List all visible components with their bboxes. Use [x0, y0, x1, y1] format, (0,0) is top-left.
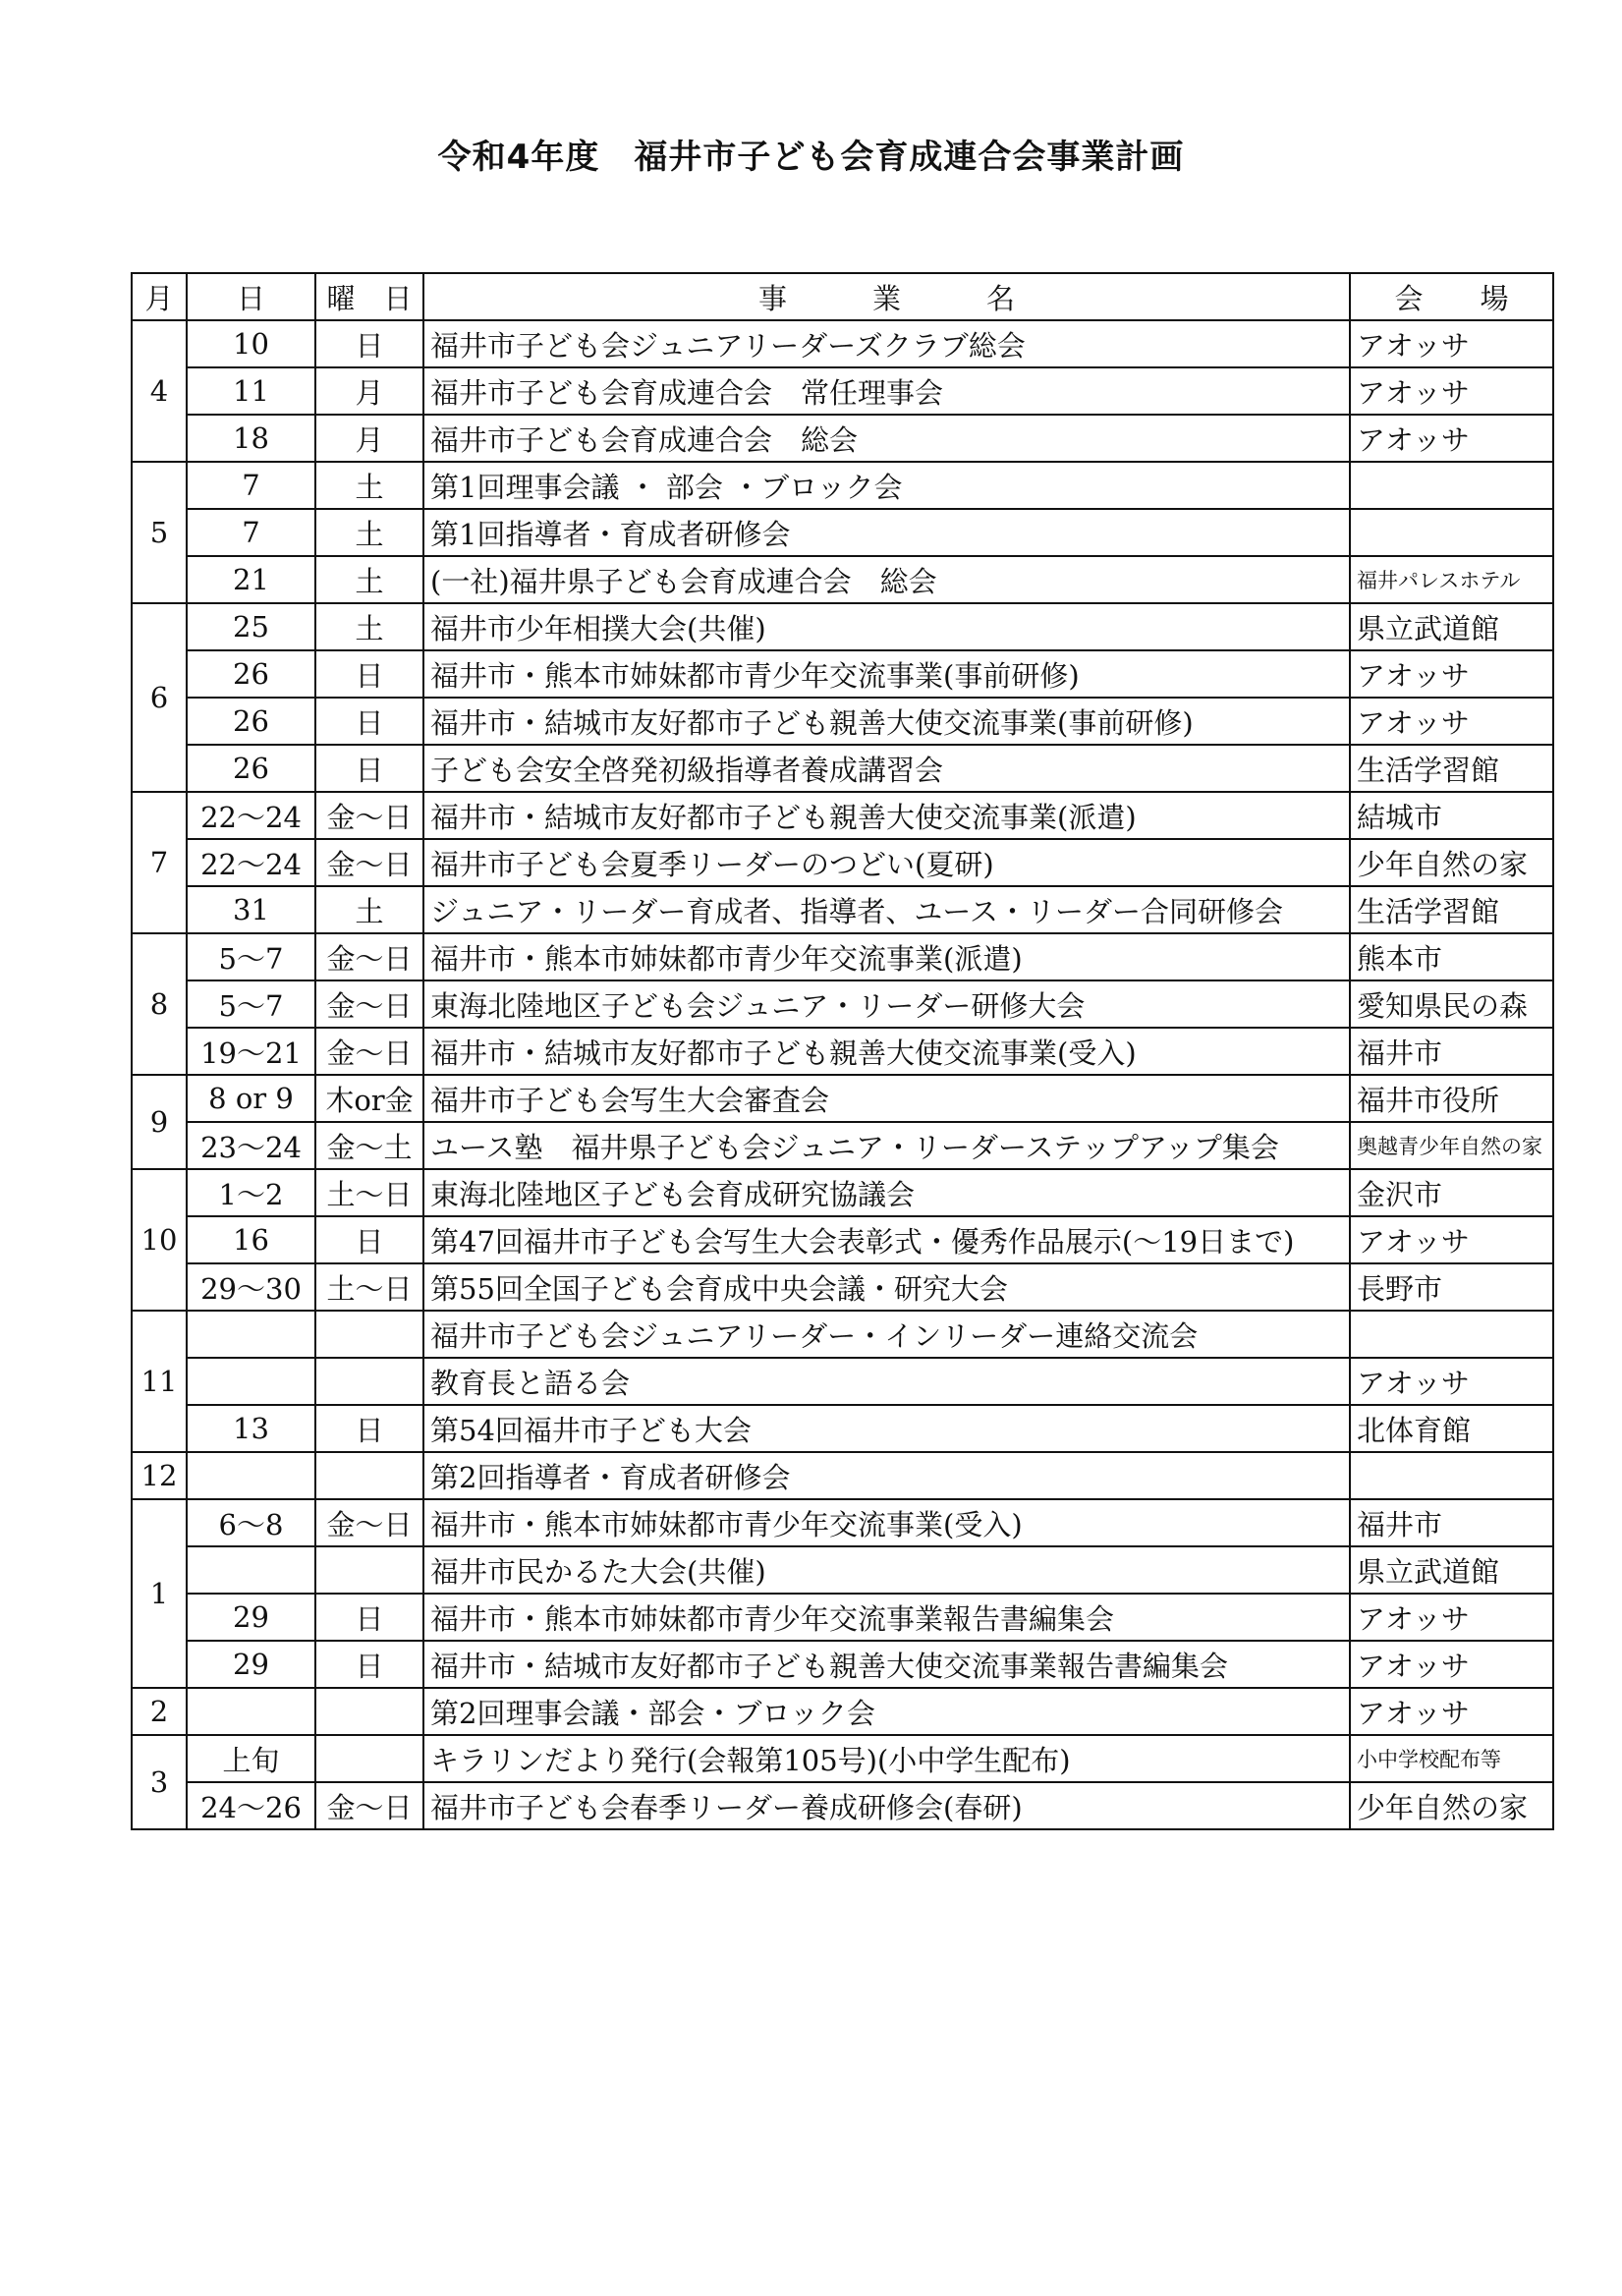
day-cell: 25: [187, 603, 315, 650]
day-cell: [187, 1546, 315, 1594]
month-cell: 1: [132, 1499, 187, 1688]
table-row: [132, 1499, 1553, 1546]
event-name-cell: 第54回福井市子ども大会: [423, 1405, 1350, 1452]
day-cell: 5～7: [187, 980, 315, 1028]
weekday-cell: 月: [315, 367, 423, 415]
table-body: [132, 320, 1553, 1829]
weekday-cell: 土～日: [315, 1263, 423, 1311]
weekday-cell: 土: [315, 509, 423, 556]
venue-cell: アオッサ: [1350, 698, 1553, 745]
venue-cell: 小中学校配布等: [1350, 1735, 1553, 1782]
month-cell: 6: [132, 603, 187, 792]
table-row: [132, 320, 1553, 367]
weekday-cell: 土～日: [315, 1169, 423, 1216]
weekday-cell: [315, 1311, 423, 1358]
table-row: [132, 1641, 1553, 1688]
header-event: 事 業 名: [423, 273, 1350, 320]
weekday-cell: 日: [315, 1405, 423, 1452]
table-row: [132, 462, 1553, 509]
weekday-cell: 日: [315, 1641, 423, 1688]
month-cell: 7: [132, 792, 187, 933]
table-row: [132, 1405, 1553, 1452]
weekday-cell: [315, 1452, 423, 1499]
weekday-cell: [315, 1688, 423, 1735]
day-cell: 18: [187, 415, 315, 462]
event-name-cell: 第1回指導者・育成者研修会: [423, 509, 1350, 556]
event-name-cell: 福井市・結城市友好都市子ども親善大使交流事業(派遣): [423, 792, 1350, 839]
weekday-cell: 金～日: [315, 839, 423, 886]
table-row: [132, 1169, 1553, 1216]
weekday-cell: [315, 1735, 423, 1782]
day-cell: 31: [187, 886, 315, 933]
weekday-cell: 金～日: [315, 1782, 423, 1829]
table-row: [132, 603, 1553, 650]
table-row: [132, 556, 1553, 603]
header-day: 日: [187, 273, 315, 320]
table-row: [132, 745, 1553, 792]
venue-cell: アオッサ: [1350, 1641, 1553, 1688]
venue-cell: 金沢市: [1350, 1169, 1553, 1216]
table-row: [132, 1075, 1553, 1122]
table-row: [132, 509, 1553, 556]
venue-cell: アオッサ: [1350, 1216, 1553, 1263]
table-row: [132, 1782, 1553, 1829]
table-row: [132, 1452, 1553, 1499]
day-cell: 22～24: [187, 839, 315, 886]
day-cell: 23～24: [187, 1122, 315, 1169]
event-name-cell: 福井市・結城市友好都市子ども親善大使交流事業(受入): [423, 1028, 1350, 1075]
event-name-cell: 福井市子ども会春季リーダー養成研修会(春研): [423, 1782, 1350, 1829]
day-cell: [187, 1688, 315, 1735]
day-cell: 7: [187, 462, 315, 509]
table-row: [132, 1735, 1553, 1782]
weekday-cell: 日: [315, 1594, 423, 1641]
day-cell: [187, 1452, 315, 1499]
day-cell: 16: [187, 1216, 315, 1263]
month-cell: 9: [132, 1075, 187, 1169]
event-name-cell: 福井市子ども会育成連合会 常任理事会: [423, 367, 1350, 415]
venue-cell: 熊本市: [1350, 933, 1553, 980]
event-name-cell: 第55回全国子ども会育成中央会議・研究大会: [423, 1263, 1350, 1311]
event-name-cell: 福井市子ども会ジュニアリーダー・インリーダー連絡交流会: [423, 1311, 1350, 1358]
weekday-cell: 金～日: [315, 1028, 423, 1075]
venue-cell: 少年自然の家: [1350, 839, 1553, 886]
month-cell: 3: [132, 1735, 187, 1829]
day-cell: 29: [187, 1641, 315, 1688]
venue-cell: 生活学習館: [1350, 886, 1553, 933]
weekday-cell: 土: [315, 556, 423, 603]
weekday-cell: 金～日: [315, 980, 423, 1028]
day-cell: 10: [187, 320, 315, 367]
header-month: 月: [132, 273, 187, 320]
venue-cell: [1350, 509, 1553, 556]
table-row: [132, 1594, 1553, 1641]
venue-cell: [1350, 1452, 1553, 1499]
event-name-cell: 東海北陸地区子ども会ジュニア・リーダー研修大会: [423, 980, 1350, 1028]
day-cell: 26: [187, 698, 315, 745]
venue-cell: 愛知県民の森: [1350, 980, 1553, 1028]
venue-cell: 生活学習館: [1350, 745, 1553, 792]
day-cell: 5～7: [187, 933, 315, 980]
table-row: [132, 1028, 1553, 1075]
venue-cell: アオッサ: [1350, 415, 1553, 462]
event-name-cell: 第2回指導者・育成者研修会: [423, 1452, 1350, 1499]
venue-cell: [1350, 462, 1553, 509]
day-cell: 13: [187, 1405, 315, 1452]
venue-cell: 少年自然の家: [1350, 1782, 1553, 1829]
table-row: [132, 792, 1553, 839]
venue-cell: 福井パレスホテル: [1350, 556, 1553, 603]
day-cell: 7: [187, 509, 315, 556]
table-header-row: [132, 273, 1553, 320]
day-cell: 6～8: [187, 1499, 315, 1546]
weekday-cell: 土: [315, 603, 423, 650]
weekday-cell: 日: [315, 745, 423, 792]
weekday-cell: 日: [315, 650, 423, 698]
table-row: [132, 1122, 1553, 1169]
event-name-cell: 東海北陸地区子ども会育成研究協議会: [423, 1169, 1350, 1216]
day-cell: 8 or 9: [187, 1075, 315, 1122]
weekday-cell: 木or金: [315, 1075, 423, 1122]
event-name-cell: 福井市子ども会育成連合会 総会: [423, 415, 1350, 462]
event-name-cell: 福井市少年相撲大会(共催): [423, 603, 1350, 650]
venue-cell: アオッサ: [1350, 650, 1553, 698]
day-cell: 26: [187, 650, 315, 698]
venue-cell: 奥越青少年自然の家: [1350, 1122, 1553, 1169]
table-row: [132, 933, 1553, 980]
event-name-cell: ジュニア・リーダー育成者、指導者、ユース・リーダー合同研修会: [423, 886, 1350, 933]
event-name-cell: 福井市子ども会夏季リーダーのつどい(夏研): [423, 839, 1350, 886]
header-venue: 会 場: [1350, 273, 1553, 320]
header-weekday: 曜 日: [315, 273, 423, 320]
event-name-cell: 福井市子ども会ジュニアリーダーズクラブ総会: [423, 320, 1350, 367]
event-name-cell: 第2回理事会議・部会・ブロック会: [423, 1688, 1350, 1735]
venue-cell: 結城市: [1350, 792, 1553, 839]
event-name-cell: (一社)福井県子ども会育成連合会 総会: [423, 556, 1350, 603]
day-cell: 22～24: [187, 792, 315, 839]
event-name-cell: 福井市・熊本市姉妹都市青少年交流事業(事前研修): [423, 650, 1350, 698]
venue-cell: 福井市役所: [1350, 1075, 1553, 1122]
weekday-cell: 金～日: [315, 1499, 423, 1546]
table-row: [132, 1216, 1553, 1263]
weekday-cell: 金～日: [315, 933, 423, 980]
venue-cell: 福井市: [1350, 1028, 1553, 1075]
weekday-cell: [315, 1546, 423, 1594]
table-row: [132, 415, 1553, 462]
weekday-cell: [315, 1358, 423, 1405]
day-cell: 1～2: [187, 1169, 315, 1216]
event-name-cell: 福井市・結城市友好都市子ども親善大使交流事業(事前研修): [423, 698, 1350, 745]
day-cell: 11: [187, 367, 315, 415]
event-name-cell: 福井市・熊本市姉妹都市青少年交流事業(派遣): [423, 933, 1350, 980]
day-cell: 26: [187, 745, 315, 792]
event-name-cell: ユース塾 福井県子ども会ジュニア・リーダーステップアップ集会: [423, 1122, 1350, 1169]
table-row: [132, 1688, 1553, 1735]
month-cell: 8: [132, 933, 187, 1075]
month-cell: 10: [132, 1169, 187, 1311]
day-cell: [187, 1358, 315, 1405]
table-row: [132, 839, 1553, 886]
event-name-cell: キラリンだより発行(会報第105号)(小中学生配布): [423, 1735, 1350, 1782]
weekday-cell: 日: [315, 1216, 423, 1263]
venue-cell: 長野市: [1350, 1263, 1553, 1311]
month-cell: 5: [132, 462, 187, 603]
day-cell: 19～21: [187, 1028, 315, 1075]
venue-cell: 県立武道館: [1350, 603, 1553, 650]
venue-cell: アオッサ: [1350, 1358, 1553, 1405]
venue-cell: アオッサ: [1350, 367, 1553, 415]
month-cell: 2: [132, 1688, 187, 1735]
event-name-cell: 子ども会安全啓発初級指導者養成講習会: [423, 745, 1350, 792]
event-schedule-table: [131, 272, 1554, 1830]
venue-cell: アオッサ: [1350, 320, 1553, 367]
weekday-cell: 月: [315, 415, 423, 462]
venue-cell: 北体育館: [1350, 1405, 1553, 1452]
table-row: [132, 980, 1553, 1028]
month-cell: 12: [132, 1452, 187, 1499]
event-name-cell: 第1回理事会議 ・ 部会 ・ブロック会: [423, 462, 1350, 509]
day-cell: 21: [187, 556, 315, 603]
day-cell: 24～26: [187, 1782, 315, 1829]
weekday-cell: 日: [315, 698, 423, 745]
table-row: [132, 1546, 1553, 1594]
event-name-cell: 教育長と語る会: [423, 1358, 1350, 1405]
event-name-cell: 福井市・熊本市姉妹都市青少年交流事業(受入): [423, 1499, 1350, 1546]
weekday-cell: 土: [315, 886, 423, 933]
venue-cell: 福井市: [1350, 1499, 1553, 1546]
day-cell: 29: [187, 1594, 315, 1641]
event-name-cell: 福井市・熊本市姉妹都市青少年交流事業報告書編集会: [423, 1594, 1350, 1641]
venue-cell: アオッサ: [1350, 1594, 1553, 1641]
day-cell: [187, 1311, 315, 1358]
page-title: 令和4年度 福井市子ども会育成連合会事業計画: [437, 138, 1185, 177]
venue-cell: アオッサ: [1350, 1688, 1553, 1735]
table-row: [132, 886, 1553, 933]
weekday-cell: 土: [315, 462, 423, 509]
event-name-cell: 福井市子ども会写生大会審査会: [423, 1075, 1350, 1122]
event-name-cell: 第47回福井市子ども会写生大会表彰式・優秀作品展示(～19日まで): [423, 1216, 1350, 1263]
venue-cell: [1350, 1311, 1553, 1358]
weekday-cell: 金～日: [315, 792, 423, 839]
month-cell: 11: [132, 1311, 187, 1452]
table-row: [132, 650, 1553, 698]
weekday-cell: 金～土: [315, 1122, 423, 1169]
table-row: [132, 1358, 1553, 1405]
table-row: [132, 698, 1553, 745]
weekday-cell: 日: [315, 320, 423, 367]
day-cell: 上旬: [187, 1735, 315, 1782]
table-row: [132, 1263, 1553, 1311]
event-name-cell: 福井市・結城市友好都市子ども親善大使交流事業報告書編集会: [423, 1641, 1350, 1688]
table-row: [132, 367, 1553, 415]
event-name-cell: 福井市民かるた大会(共催): [423, 1546, 1350, 1594]
table-row: [132, 1311, 1553, 1358]
day-cell: 29～30: [187, 1263, 315, 1311]
month-cell: 4: [132, 320, 187, 462]
venue-cell: 県立武道館: [1350, 1546, 1553, 1594]
